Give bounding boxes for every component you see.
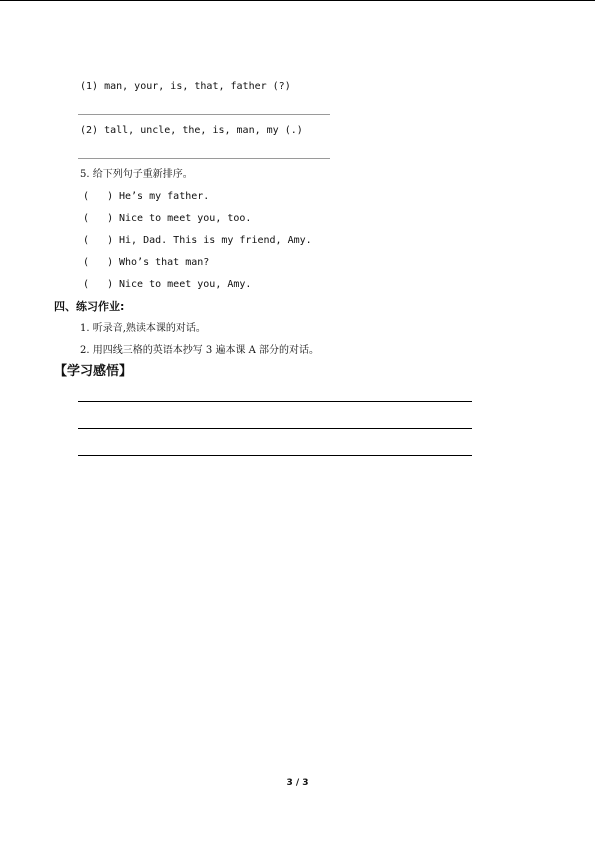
page-top-border [0,0,595,1]
section4-item-2: 2. 用四线三格的英语本抄写 3 遍本课 A 部分的对话。 [80,345,320,356]
answer-line-2 [78,158,330,159]
q5-title: 5. 给下列句子重新排序。 [80,169,193,180]
q5-item-4: ( ) Who’s that man? [83,257,210,268]
page-number: 3 / 3 [286,778,309,788]
reorder-item-1: (1) man, your, is, that, father (?) [80,81,291,92]
reflection-line-1 [78,401,472,402]
reflection-line-3 [78,455,472,456]
reflection-heading: 【学习感悟】 [54,364,133,379]
section4-heading: 四、练习作业: [54,300,125,313]
q5-item-3: ( ) Hi, Dad. This is my friend, Amy. [83,235,312,246]
section4-item-1: 1. 听录音,熟读本课的对话。 [80,323,206,334]
reorder-item-2: (2) tall, uncle, the, is, man, my (.) [80,125,303,136]
answer-line-1 [78,114,330,115]
q5-item-5: ( ) Nice to meet you, Amy. [83,279,252,290]
reflection-line-2 [78,428,472,429]
q5-item-2: ( ) Nice to meet you, too. [83,213,252,224]
q5-item-1: ( ) He’s my father. [83,191,210,202]
